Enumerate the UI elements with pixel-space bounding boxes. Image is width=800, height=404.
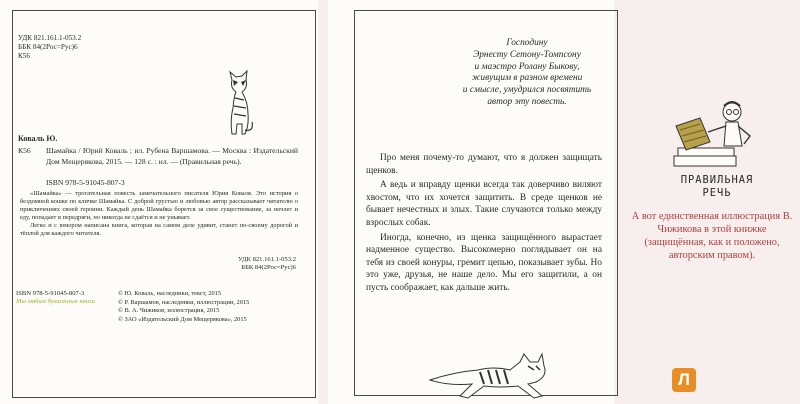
book-spine (318, 0, 328, 404)
copyright-list (118, 290, 249, 324)
publisher-tagline: Мы любим бумажные книги (16, 298, 95, 306)
leaping-cat-illustration (424, 340, 554, 400)
copyright-line: © Ю. Коваль, наследники, текст, 2015 (118, 290, 222, 297)
imprint-left (16, 290, 95, 307)
dedication-line: автор эту повесть. (487, 96, 567, 107)
sitting-cat-illustration (218, 68, 258, 138)
bbk-code: ББК 84(2Рос=Рус)6 (18, 43, 78, 51)
dedication (442, 38, 612, 109)
annotation (20, 190, 298, 237)
copyright-line: © Р. Варшамов, наследники, иллюстрации, 2015 (118, 298, 250, 306)
dedication-line: Господину (506, 38, 548, 48)
catalog-codes-right (196, 256, 296, 272)
udk-code: УДК 821.161.1-053.2 (238, 256, 296, 263)
annotation-paragraph: Легко и с юмором написана книга, которая на самом деле удивит, станет по-своему дорогой и тёплой для каждого читателя. (20, 221, 298, 237)
dedication-line: и маэстро Ролану Быкову, (474, 61, 580, 72)
bbk-code: ББК 84(2Рос=Рус)6 (241, 264, 296, 272)
publisher-logo[interactable]: Л (672, 368, 696, 392)
author-code: К56 (18, 146, 31, 155)
illustration-note: А вот единственная иллюстрация В. Чижикова в этой книжке (защищённая, как и положено, авторским правом). (631, 211, 793, 261)
dedication-line: и смысле, умудрился посвятить (462, 85, 592, 96)
copyright-line: © В. А. Чижиков, иллюстрация, 2015 (118, 307, 220, 315)
author-mark: К56 (18, 52, 30, 60)
bibliographic-record: Шамайка / Юрий Коваль ; ил. Рубена Варшамова. — Москва : Издательский Дом Мещерякова, 2015. — 128 с. : ил. — (Правильная речь). (46, 146, 298, 166)
isbn-bottom: ISBN 978-5-91045-807-3 (16, 290, 85, 297)
story-paragraph: Про меня почему-то думают, что я должен защищать щенков. (366, 153, 602, 176)
annotation-paragraph: «Шамайка» — трогательная повесть замечательного писателя Юрия Коваля. Это история о бездомной кошке по кличке Шамайка. С доброй грустью и любовью автор рассказывает читателю о приключениях своей героини. Каждый день Шамайка борется за свое существование, за ночлег и еду, попадает в передряги, но никогда не сдаётся и не унывает. (20, 190, 298, 221)
dedication-line: живущим в разном времени (471, 73, 583, 84)
udk-code: УДК 821.161.1-053.2 (18, 34, 82, 42)
series-title: ПРАВИЛЬНАЯ РЕЧЬ (680, 174, 754, 199)
boy-with-book-illustration (666, 98, 766, 170)
story-text (366, 152, 602, 297)
story-paragraph: А ведь и вправду щенки всегда так доверчиво виляют хвостом, что их хочется защитить. В среде щенков не бывает нечестных и злых. Такие случаются только между взрослых собак. (366, 180, 602, 228)
author-name: Коваль Ю. (18, 134, 58, 143)
copyright-line: © ЗАО «Издательский Дом Мещерякова», 2015 (118, 315, 247, 323)
catalog-codes (18, 34, 81, 61)
story-paragraph: Иногда, конечно, из щенка защищённого вырастает надменное существо. Высокомерно поглядывает он на тебя из своей конуры, гремит цепью, показывает зубы. Но это уже, друзья, не наше дело. Мы его защитили, а он пусть соображает, как дальше жить. (366, 232, 602, 293)
dedication-line: Эрнесту Сетону-Томпсону (473, 49, 581, 60)
right-margin (614, 0, 800, 404)
isbn: ISBN 978-5-91045-807-3 (46, 178, 125, 187)
